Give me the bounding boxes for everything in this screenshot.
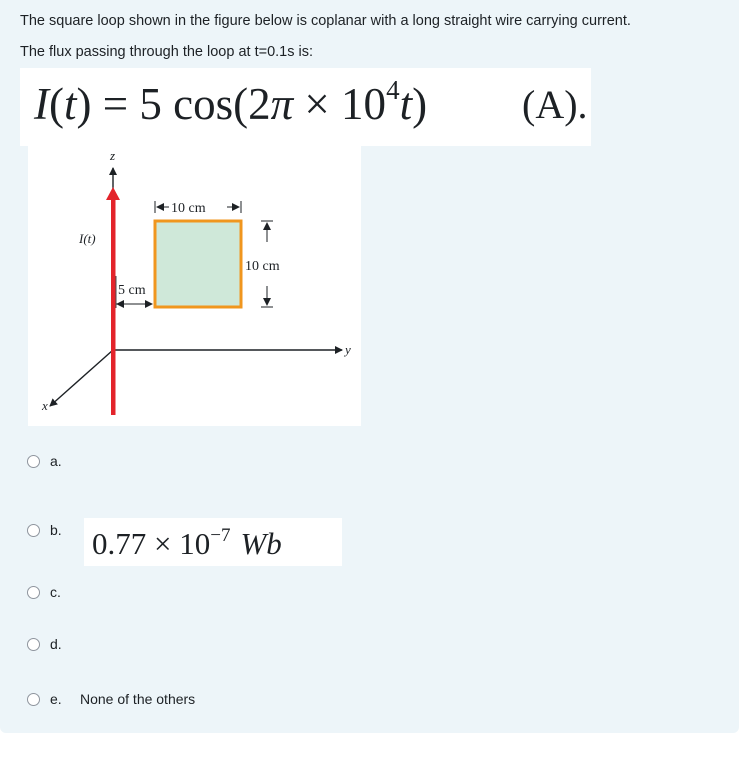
option-d-letter: d.: [50, 636, 62, 652]
x-axis: [50, 350, 113, 406]
option-b-answer: $0.77 \times 10^{-7}$ Wb: [92, 525, 282, 561]
option-e-text: None of the others: [80, 691, 196, 707]
equation-tag: (A).: [522, 82, 588, 127]
option-b-answer-image: [84, 518, 342, 566]
wire-loop-figure: [28, 146, 361, 426]
option-c-letter: c.: [50, 584, 61, 600]
wire-loop-diagram: [28, 146, 361, 426]
option-c[interactable]: [27, 582, 80, 602]
option-e-letter: e.: [50, 691, 62, 707]
option-a-letter: a.: [50, 453, 62, 469]
option-e-radio[interactable]: [27, 693, 40, 706]
option-c-radio[interactable]: [27, 586, 40, 599]
option-d[interactable]: [27, 634, 80, 654]
option-b-radio[interactable]: [27, 524, 40, 537]
option-b[interactable]: [27, 520, 80, 540]
option-b-letter: b.: [50, 522, 62, 538]
question-text-line2: The flux passing through the loop at t=0.1s is:: [20, 44, 314, 60]
square-loop: [155, 221, 241, 307]
width-dim-label: 10 cm: [171, 201, 206, 216]
x-axis-label: x: [42, 398, 48, 413]
current-label: I(t): [79, 231, 96, 246]
current-equation-image: [20, 68, 591, 146]
current-direction-arrow: [106, 187, 120, 200]
height-dim-label: 10 cm: [245, 259, 280, 274]
gap-dim-label: 5 cm: [118, 283, 146, 298]
current-equation: I(t) = 5 $\cos(2\pi \times 10^4t)$: [34, 75, 428, 129]
question-text-line1: The square loop shown in the figure below is coplanar with a long straight wire carrying current.: [20, 13, 631, 29]
option-a-radio[interactable]: [27, 455, 40, 468]
y-axis-label: y: [345, 342, 351, 357]
option-a[interactable]: [27, 451, 80, 471]
option-e[interactable]: [27, 689, 195, 709]
option-d-radio[interactable]: [27, 638, 40, 651]
current-wire: [111, 198, 116, 415]
z-axis-label: z: [110, 148, 116, 163]
